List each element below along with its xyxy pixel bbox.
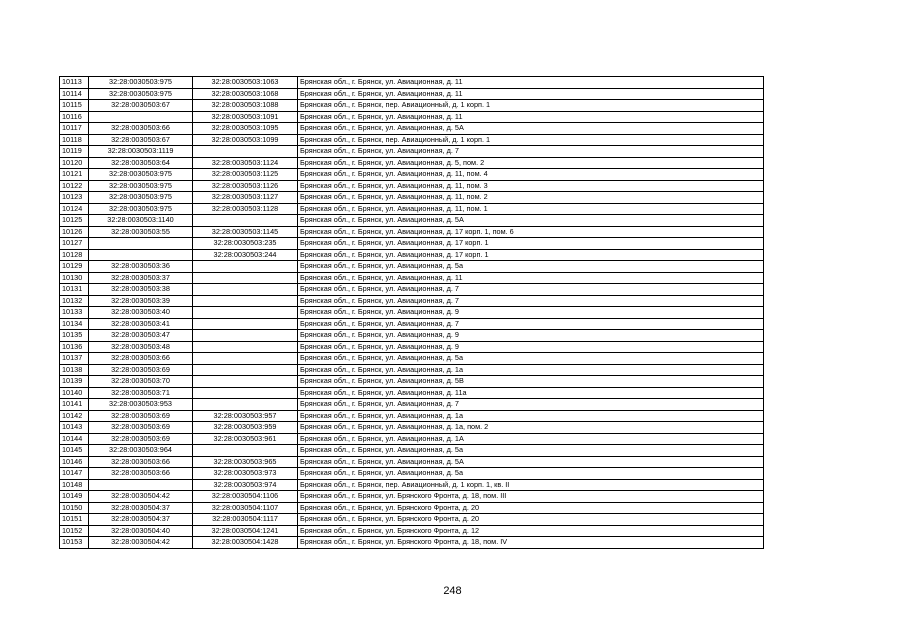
cell-n2 xyxy=(193,330,298,342)
cell-n1: 32:28:0030503:39 xyxy=(89,295,193,307)
table-row xyxy=(60,180,764,192)
cell-addr: Брянская обл., г. Брянск, ул. Авиационная, д. 7 xyxy=(298,399,764,411)
table-row xyxy=(60,111,764,123)
table-row xyxy=(60,387,764,399)
cell-n2: 32:28:0030503:973 xyxy=(193,468,298,480)
cell-n1: 32:28:0030503:67 xyxy=(89,100,193,112)
cell-n2: 32:28:0030503:1068 xyxy=(193,88,298,100)
cell-n1: 32:28:0030503:953 xyxy=(89,399,193,411)
cell-n2: 32:28:0030503:957 xyxy=(193,410,298,422)
registry-table xyxy=(59,76,764,549)
table-row xyxy=(60,249,764,261)
cell-id: 10140 xyxy=(60,387,89,399)
cell-n2: 32:28:0030504:1106 xyxy=(193,491,298,503)
cell-id: 10119 xyxy=(60,146,89,158)
cell-id: 10152 xyxy=(60,525,89,537)
cell-n1: 32:28:0030503:975 xyxy=(89,169,193,181)
cell-addr: Брянская обл., г. Брянск, ул. Авиационная, д. 11, пом. 4 xyxy=(298,169,764,181)
table-row xyxy=(60,330,764,342)
cell-addr: Брянская обл., г. Брянск, ул. Авиационная, д. 5а xyxy=(298,353,764,365)
cell-n2: 32:28:0030503:961 xyxy=(193,433,298,445)
cell-addr: Брянская обл., г. Брянск, ул. Авиационная, д. 17 корп. 1, пом. 6 xyxy=(298,226,764,238)
cell-id: 10151 xyxy=(60,514,89,526)
cell-addr: Брянская обл., г. Брянск, ул. Авиационная, д. 5а xyxy=(298,468,764,480)
cell-n2: 32:28:0030503:1088 xyxy=(193,100,298,112)
cell-addr: Брянская обл., г. Брянск, ул. Брянского Фронта, д. 20 xyxy=(298,502,764,514)
cell-n1: 32:28:0030503:964 xyxy=(89,445,193,457)
cell-n1: 32:28:0030503:47 xyxy=(89,330,193,342)
cell-n2 xyxy=(193,261,298,273)
cell-n2: 32:28:0030504:1241 xyxy=(193,525,298,537)
cell-n2 xyxy=(193,215,298,227)
table-row xyxy=(60,537,764,549)
cell-n1: 32:28:0030503:69 xyxy=(89,364,193,376)
cell-n1 xyxy=(89,479,193,491)
cell-n2: 32:28:0030504:1428 xyxy=(193,537,298,549)
cell-addr: Брянская обл., г. Брянск, ул. Авиационная, д. 7 xyxy=(298,284,764,296)
table-row xyxy=(60,307,764,319)
table-row xyxy=(60,433,764,445)
cell-addr: Брянская обл., г. Брянск, ул. Авиационная, д. 1А xyxy=(298,433,764,445)
table-row xyxy=(60,479,764,491)
cell-n2 xyxy=(193,307,298,319)
cell-n1: 32:28:0030503:70 xyxy=(89,376,193,388)
table-row xyxy=(60,88,764,100)
cell-n2 xyxy=(193,318,298,330)
table-row xyxy=(60,226,764,238)
table-row xyxy=(60,353,764,365)
cell-n2: 32:28:0030503:1099 xyxy=(193,134,298,146)
cell-n1: 32:28:0030504:37 xyxy=(89,514,193,526)
cell-n1: 32:28:0030503:38 xyxy=(89,284,193,296)
table-row xyxy=(60,192,764,204)
cell-addr: Брянская обл., г. Брянск, ул. Авиационная, д. 5А xyxy=(298,123,764,135)
cell-addr: Брянская обл., г. Брянск, ул. Авиационная, д. 9 xyxy=(298,341,764,353)
cell-addr: Брянская обл., г. Брянск, пер. Авиационный, д. 1 корп. 1, кв. II xyxy=(298,479,764,491)
cell-n2: 32:28:0030503:235 xyxy=(193,238,298,250)
cell-n1: 32:28:0030503:41 xyxy=(89,318,193,330)
table-row xyxy=(60,146,764,158)
cell-n1: 32:28:0030503:36 xyxy=(89,261,193,273)
table-row xyxy=(60,77,764,89)
cell-id: 10137 xyxy=(60,353,89,365)
cell-n1: 32:28:0030503:69 xyxy=(89,410,193,422)
cell-addr: Брянская обл., г. Брянск, пер. Авиационный, д. 1 корп. 1 xyxy=(298,134,764,146)
cell-id: 10113 xyxy=(60,77,89,89)
cell-n2 xyxy=(193,399,298,411)
cell-id: 10143 xyxy=(60,422,89,434)
cell-id: 10118 xyxy=(60,134,89,146)
cell-n2 xyxy=(193,295,298,307)
cell-n1 xyxy=(89,111,193,123)
cell-id: 10153 xyxy=(60,537,89,549)
cell-n1: 32:28:0030504:42 xyxy=(89,491,193,503)
cell-n2 xyxy=(193,376,298,388)
cell-n2: 32:28:0030503:965 xyxy=(193,456,298,468)
cell-n2: 32:28:0030503:1145 xyxy=(193,226,298,238)
table-row xyxy=(60,157,764,169)
cell-id: 10129 xyxy=(60,261,89,273)
cell-addr: Брянская обл., г. Брянск, ул. Авиационная, д. 11 xyxy=(298,77,764,89)
cell-addr: Брянская обл., г. Брянск, ул. Авиационная, д. 5, пом. 2 xyxy=(298,157,764,169)
cell-id: 10131 xyxy=(60,284,89,296)
cell-addr: Брянская обл., г. Брянск, ул. Авиационная, д. 1а, пом. 2 xyxy=(298,422,764,434)
cell-id: 10139 xyxy=(60,376,89,388)
registry-table-body xyxy=(60,77,764,549)
cell-id: 10132 xyxy=(60,295,89,307)
cell-id: 10147 xyxy=(60,468,89,480)
cell-n1: 32:28:0030503:66 xyxy=(89,353,193,365)
cell-addr: Брянская обл., г. Брянск, ул. Авиационная, д. 11, пом. 2 xyxy=(298,192,764,204)
table-row xyxy=(60,215,764,227)
cell-n2: 32:28:0030503:1095 xyxy=(193,123,298,135)
table-row xyxy=(60,169,764,181)
cell-addr: Брянская обл., г. Брянск, ул. Авиационная, д. 5а xyxy=(298,261,764,273)
table-row xyxy=(60,399,764,411)
cell-addr: Брянская обл., г. Брянск, ул. Авиационная, д. 17 корп. 1 xyxy=(298,238,764,250)
cell-addr: Брянская обл., г. Брянск, ул. Авиационная, д. 7 xyxy=(298,318,764,330)
cell-addr: Брянская обл., г. Брянск, ул. Авиационная, д. 5а xyxy=(298,445,764,457)
cell-n1: 32:28:0030503:64 xyxy=(89,157,193,169)
table-row xyxy=(60,468,764,480)
cell-addr: Брянская обл., г. Брянск, ул. Брянского Фронта, д. 12 xyxy=(298,525,764,537)
cell-n1: 32:28:0030503:40 xyxy=(89,307,193,319)
cell-n1: 32:28:0030503:975 xyxy=(89,192,193,204)
cell-addr: Брянская обл., г. Брянск, ул. Авиационная, д. 1а xyxy=(298,410,764,422)
cell-id: 10122 xyxy=(60,180,89,192)
table-row xyxy=(60,100,764,112)
cell-addr: Брянская обл., г. Брянск, ул. Авиационная, д. 9 xyxy=(298,307,764,319)
cell-addr: Брянская обл., г. Брянск, ул. Брянского Фронта, д. 18, пом. III xyxy=(298,491,764,503)
cell-id: 10117 xyxy=(60,123,89,135)
cell-id: 10120 xyxy=(60,157,89,169)
cell-n1 xyxy=(89,249,193,261)
table-row xyxy=(60,364,764,376)
cell-n1: 32:28:0030503:975 xyxy=(89,77,193,89)
cell-n1: 32:28:0030503:975 xyxy=(89,203,193,215)
cell-addr: Брянская обл., г. Брянск, ул. Авиационная, д. 5В xyxy=(298,376,764,388)
cell-id: 10146 xyxy=(60,456,89,468)
cell-n1 xyxy=(89,238,193,250)
cell-addr: Брянская обл., г. Брянск, пер. Авиационный, д. 1 корп. 1 xyxy=(298,100,764,112)
table-row xyxy=(60,203,764,215)
cell-n1: 32:28:0030504:37 xyxy=(89,502,193,514)
cell-n1: 32:28:0030504:40 xyxy=(89,525,193,537)
cell-id: 10144 xyxy=(60,433,89,445)
cell-n2: 32:28:0030503:244 xyxy=(193,249,298,261)
cell-id: 10130 xyxy=(60,272,89,284)
cell-n2: 32:28:0030503:1127 xyxy=(193,192,298,204)
table-row xyxy=(60,525,764,537)
cell-id: 10126 xyxy=(60,226,89,238)
cell-n2: 32:28:0030503:1125 xyxy=(193,169,298,181)
cell-n1: 32:28:0030503:66 xyxy=(89,123,193,135)
table-row xyxy=(60,341,764,353)
cell-addr: Брянская обл., г. Брянск, ул. Авиационная, д. 9 xyxy=(298,330,764,342)
cell-n1: 32:28:0030503:67 xyxy=(89,134,193,146)
table-row xyxy=(60,123,764,135)
cell-addr: Брянская обл., г. Брянск, ул. Авиационная, д. 1а xyxy=(298,364,764,376)
cell-n2 xyxy=(193,353,298,365)
cell-n2 xyxy=(193,445,298,457)
cell-id: 10124 xyxy=(60,203,89,215)
cell-n2 xyxy=(193,272,298,284)
cell-n1: 32:28:0030503:37 xyxy=(89,272,193,284)
cell-addr: Брянская обл., г. Брянск, ул. Авиационная, д. 11, пом. 1 xyxy=(298,203,764,215)
table-row xyxy=(60,410,764,422)
cell-addr: Брянская обл., г. Брянск, ул. Авиационная, д. 11 xyxy=(298,272,764,284)
cell-id: 10148 xyxy=(60,479,89,491)
cell-addr: Брянская обл., г. Брянск, ул. Брянского Фронта, д. 18, пом. IV xyxy=(298,537,764,549)
table-row xyxy=(60,502,764,514)
table-row xyxy=(60,238,764,250)
cell-n1: 32:28:0030503:1119 xyxy=(89,146,193,158)
cell-n1: 32:28:0030503:69 xyxy=(89,433,193,445)
cell-n1: 32:28:0030503:975 xyxy=(89,180,193,192)
cell-n1: 32:28:0030503:55 xyxy=(89,226,193,238)
cell-id: 10149 xyxy=(60,491,89,503)
table-row xyxy=(60,376,764,388)
cell-n2: 32:28:0030503:1128 xyxy=(193,203,298,215)
cell-n2: 32:28:0030503:974 xyxy=(193,479,298,491)
cell-id: 10123 xyxy=(60,192,89,204)
table-row xyxy=(60,491,764,503)
cell-addr: Брянская обл., г. Брянск, ул. Авиационная, д. 11 xyxy=(298,88,764,100)
table-row xyxy=(60,261,764,273)
cell-id: 10134 xyxy=(60,318,89,330)
cell-id: 10142 xyxy=(60,410,89,422)
cell-id: 10128 xyxy=(60,249,89,261)
cell-addr: Брянская обл., г. Брянск, ул. Брянского Фронта, д. 20 xyxy=(298,514,764,526)
cell-id: 10116 xyxy=(60,111,89,123)
table-row xyxy=(60,295,764,307)
cell-addr: Брянская обл., г. Брянск, ул. Авиационная, д. 5А xyxy=(298,456,764,468)
cell-addr: Брянская обл., г. Брянск, ул. Авиационная, д. 11а xyxy=(298,387,764,399)
cell-id: 10114 xyxy=(60,88,89,100)
cell-n1: 32:28:0030503:66 xyxy=(89,456,193,468)
cell-n2 xyxy=(193,387,298,399)
cell-addr: Брянская обл., г. Брянск, ул. Авиационная, д. 11, пом. 3 xyxy=(298,180,764,192)
cell-n2: 32:28:0030503:1126 xyxy=(193,180,298,192)
cell-n2: 32:28:0030504:1107 xyxy=(193,502,298,514)
cell-n2 xyxy=(193,284,298,296)
cell-n1: 32:28:0030503:71 xyxy=(89,387,193,399)
cell-n2: 32:28:0030504:1117 xyxy=(193,514,298,526)
page-number: 248 xyxy=(443,585,462,597)
cell-id: 10141 xyxy=(60,399,89,411)
cell-addr: Брянская обл., г. Брянск, ул. Авиационная, д. 7 xyxy=(298,146,764,158)
cell-n1: 32:28:0030503:1140 xyxy=(89,215,193,227)
cell-n1: 32:28:0030503:48 xyxy=(89,341,193,353)
cell-n1: 32:28:0030503:69 xyxy=(89,422,193,434)
cell-id: 10127 xyxy=(60,238,89,250)
cell-addr: Брянская обл., г. Брянск, ул. Авиационная, д. 5А xyxy=(298,215,764,227)
table-row xyxy=(60,318,764,330)
cell-n2: 32:28:0030503:1124 xyxy=(193,157,298,169)
table-row xyxy=(60,134,764,146)
cell-id: 10125 xyxy=(60,215,89,227)
cell-n1: 32:28:0030503:66 xyxy=(89,468,193,480)
cell-id: 10135 xyxy=(60,330,89,342)
cell-addr: Брянская обл., г. Брянск, ул. Авиационная, д. 11 xyxy=(298,111,764,123)
cell-id: 10121 xyxy=(60,169,89,181)
table-row xyxy=(60,445,764,457)
table-row xyxy=(60,272,764,284)
cell-n2: 32:28:0030503:1063 xyxy=(193,77,298,89)
cell-id: 10136 xyxy=(60,341,89,353)
table-row xyxy=(60,422,764,434)
cell-id: 10145 xyxy=(60,445,89,457)
table-row xyxy=(60,514,764,526)
cell-id: 10138 xyxy=(60,364,89,376)
cell-id: 10133 xyxy=(60,307,89,319)
table-row xyxy=(60,456,764,468)
cell-addr: Брянская обл., г. Брянск, ул. Авиационная, д. 7 xyxy=(298,295,764,307)
cell-n2 xyxy=(193,341,298,353)
cell-n2: 32:28:0030503:959 xyxy=(193,422,298,434)
cell-id: 10115 xyxy=(60,100,89,112)
cell-id: 10150 xyxy=(60,502,89,514)
cell-n2 xyxy=(193,364,298,376)
cell-n2: 32:28:0030503:1091 xyxy=(193,111,298,123)
cell-n2 xyxy=(193,146,298,158)
table-row xyxy=(60,284,764,296)
cell-n1: 32:28:0030504:42 xyxy=(89,537,193,549)
cell-addr: Брянская обл., г. Брянск, ул. Авиационная, д. 17 корп. 1 xyxy=(298,249,764,261)
cell-n1: 32:28:0030503:975 xyxy=(89,88,193,100)
